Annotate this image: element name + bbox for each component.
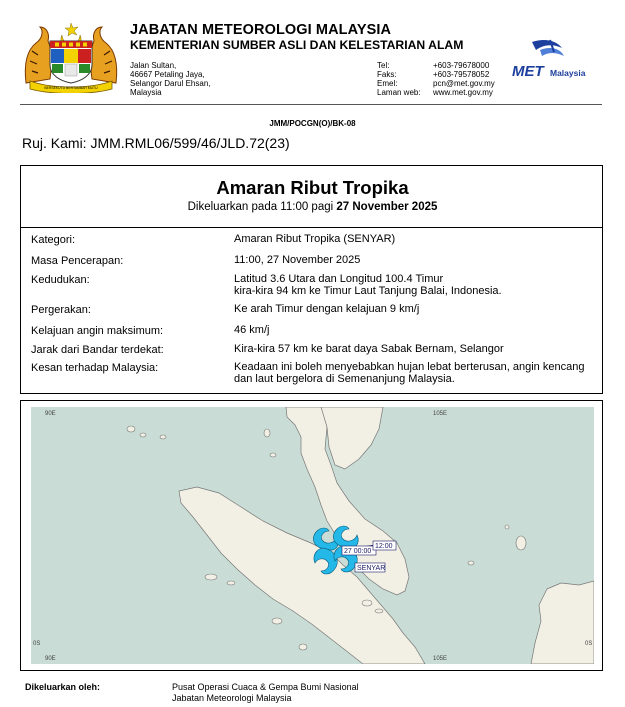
- category-value: Amaran Ribut Tropika (SENYAR): [234, 233, 396, 245]
- impact-value: Keadaan ini boleh menyebabkan hujan lebat berterusan, angin kencang: [234, 361, 585, 373]
- corner-label-bottom-left: 90E: [45, 656, 56, 662]
- contact-label: Faks:: [377, 70, 397, 79]
- malaysia-coat-of-arms-icon: [22, 21, 120, 93]
- impact-label: Kesan terhadap Malaysia:: [31, 362, 159, 374]
- max-wind-label: Kelajuan angin maksimum:: [31, 325, 164, 337]
- observation-time-label: Masa Pencerapan:: [31, 255, 124, 267]
- issued-date: 27 November 2025: [336, 201, 438, 213]
- issued-prefix: Dikeluarkan pada 11:00 pagi: [187, 201, 334, 213]
- warning-title: Amaran Ribut Tropika: [216, 177, 409, 198]
- met-logo-text: MET: [512, 63, 544, 80]
- address-line: 46667 Petaling Jaya,: [130, 70, 205, 79]
- header-divider: [20, 104, 602, 105]
- organization-subtitle: KEMENTERIAN SUMBER ASLI DAN KELESTARIAN ALAM: [130, 38, 464, 52]
- issuer-department: Jabatan Meteorologi Malaysia: [172, 693, 292, 703]
- corner-label-top-left: 90E: [45, 411, 56, 417]
- corner-label-bottom-right: 105E: [433, 656, 448, 662]
- movement-label: Pergerakan:: [31, 304, 91, 316]
- track-label-time-2: 12:00: [375, 543, 393, 550]
- contact-website[interactable]: www.met.gov.my: [433, 88, 493, 97]
- contact-label: Laman web:: [377, 88, 421, 97]
- organization-title: JABATAN METEOROLOGI MALAYSIA: [130, 22, 392, 38]
- movement-value: Ke arah Timur dengan kelajuan 9 km/j: [234, 303, 420, 315]
- corner-label-top-right: 105E: [433, 411, 448, 417]
- latitude-label-right: 0S: [585, 641, 593, 647]
- observation-time-value: 11:00, 27 November 2025: [234, 254, 361, 266]
- met-malaysia-logo: [510, 38, 602, 80]
- contact-fax: +603-79578052: [433, 70, 490, 79]
- position-label: Kedudukan:: [31, 274, 90, 286]
- position-value-line2: kira-kira 94 km ke Timur Laut Tanjung Balai, Indonesia.: [234, 285, 502, 297]
- contact-label: Emel:: [377, 79, 398, 88]
- contact-email[interactable]: pcn@met.gov.my: [433, 79, 495, 88]
- position-value: Latitud 3.6 Utara dan Longitud 100.4 Timur: [234, 273, 444, 285]
- reference-number: Ruj. Kami: JMM.RML06/599/46/JLD.72(23): [22, 135, 290, 151]
- storm-track-map: [31, 407, 594, 664]
- track-label-time-1: 27 00:00: [344, 548, 372, 555]
- document-number: JMM/POCGN(O)/BK-08: [269, 119, 356, 128]
- address-line: Selangor Darul Ehsan,: [130, 79, 211, 88]
- address-line: Jalan Sultan,: [130, 61, 177, 70]
- issuer-centre: Pusat Operasi Cuaca & Gempa Bumi Nasional: [172, 682, 359, 692]
- warning-title-box: [20, 165, 603, 228]
- latitude-label-left: 0S: [33, 641, 41, 647]
- met-logo-country: Malaysia: [550, 68, 586, 78]
- impact-value-line2: dan laut bergelora di Semenanjung Malaysia.: [234, 373, 455, 385]
- nearest-town-value: Kira-kira 57 km ke barat daya Sabak Bernam, Selangor: [234, 343, 504, 355]
- max-wind-value: 46 km/j: [234, 324, 270, 336]
- storm-map-box: [20, 400, 603, 671]
- category-label: Kategori:: [31, 234, 76, 246]
- issued-time: [21, 201, 604, 213]
- contact-label: Tel:: [377, 61, 390, 70]
- address-line: Malaysia: [130, 88, 162, 97]
- warning-details-box: [20, 227, 603, 394]
- crest-motto: BERSEKUTU BERTAMBAH MUTU: [44, 86, 98, 90]
- storm-name-label: SENYAR: [357, 565, 386, 572]
- issued-by-label: Dikeluarkan oleh:: [25, 682, 101, 692]
- nearest-town-label: Jarak dari Bandar terdekat:: [31, 344, 164, 356]
- contact-phone: +603-79678000: [433, 61, 490, 70]
